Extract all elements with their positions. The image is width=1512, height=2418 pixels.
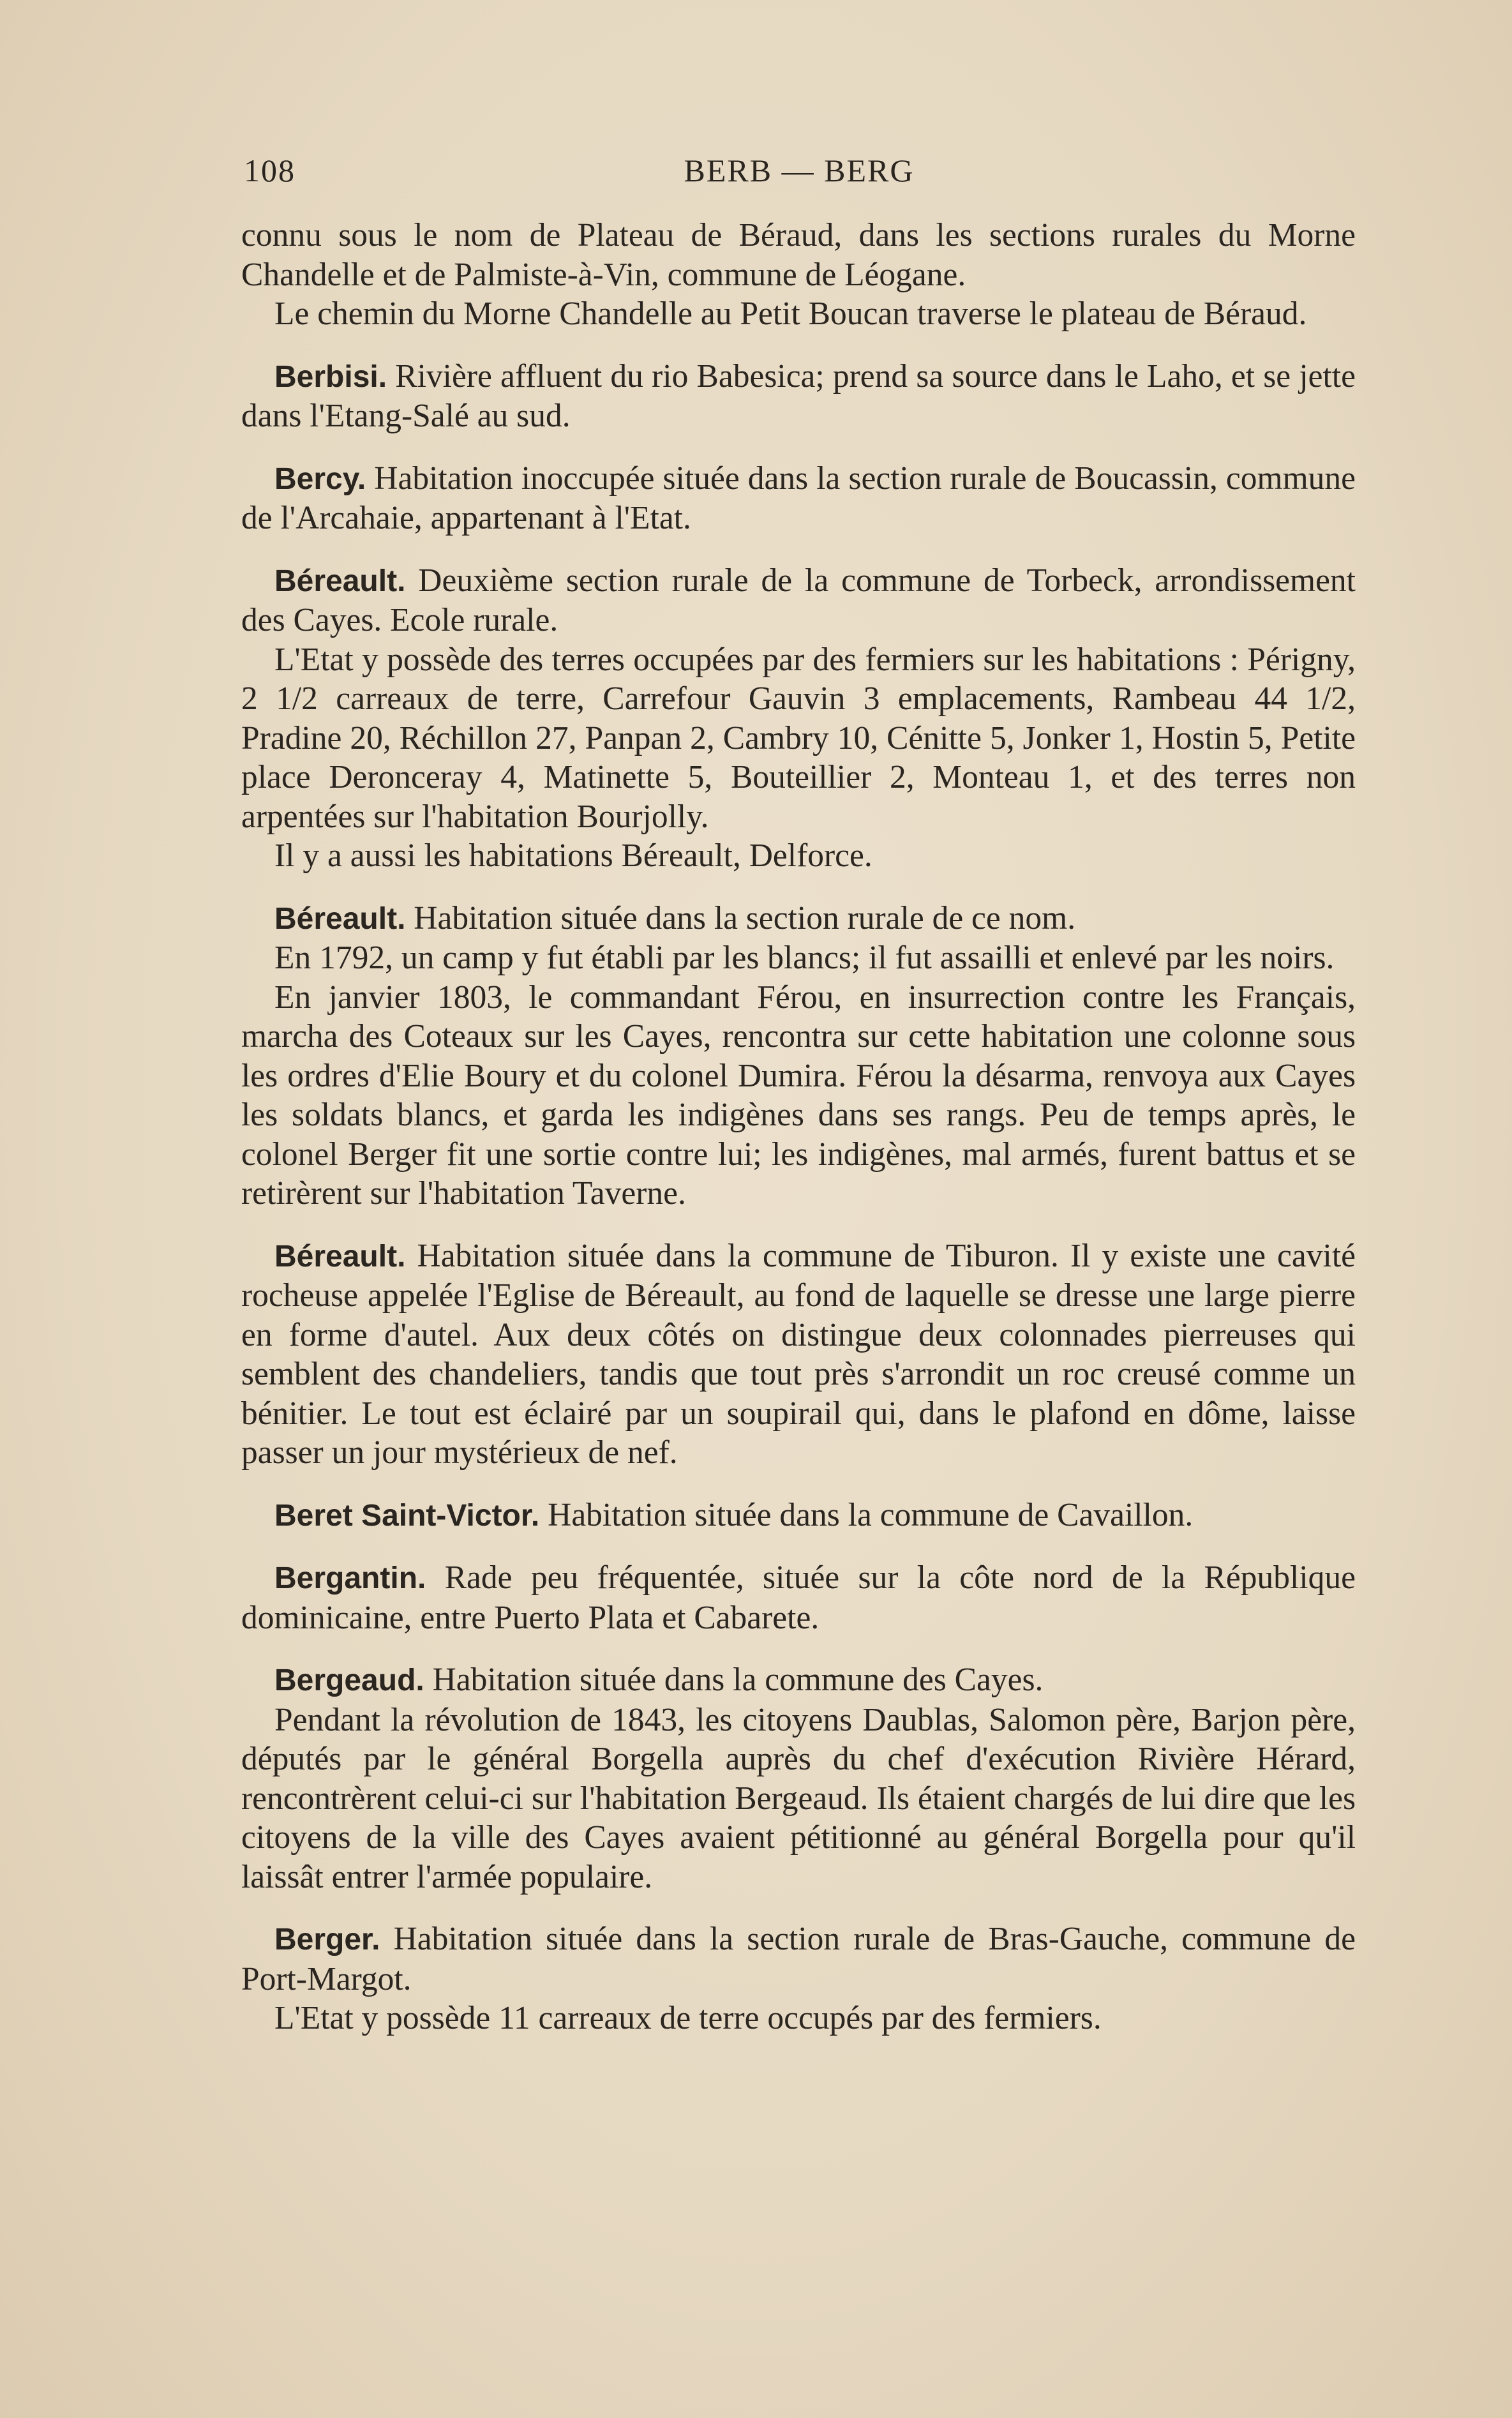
paragraph: En 1792, un camp y fut établi par les blancs; il fut assailli et enlevé par les noirs. <box>274 940 1335 976</box>
entry-berbisi: Berbisi. Rivière affluent du rio Babesica; prend sa source dans le Laho, et se jette dans l'Etang-Salé au sud. <box>241 357 1356 434</box>
headword: Bergantin. <box>274 1561 426 1595</box>
paragraph: L'Etat y possède 11 carreaux de terre occupés par des fermiers. <box>274 2000 1102 2036</box>
entry-bergeaud: Bergeaud. Habitation située dans la commune des Cayes. <box>274 1662 1044 1698</box>
entry-beret-saint-victor: Beret Saint-Victor. Habitation située dans la commune de Cavaillon. <box>274 1496 1194 1533</box>
entry-bereault-tiburon: Béreault. Habitation située dans la commune de Tiburon. Il y existe une cavité rocheuse appelée l'Eglise de Béreault, au fond de laquelle se dresse une large pierre en forme d'autel. Aux deux côtés on distingue deux colonnades pierreuses qui semblent des chandeliers, tandis que tout près s'arrondit un roc creusé comme un bénitier. Le tout est éclairé par un soupirail qui, dans le plafond en dôme, laisse passer un jour mystérieux de nef. <box>241 1237 1356 1471</box>
paragraph: Il y a aussi les habitations Béreault, Delforce. <box>274 837 872 874</box>
page-header <box>244 152 1354 203</box>
paragraph: En janvier 1803, le commandant Férou, en insurrection contre les Français, marcha des Coteaux sur les Cayes, rencontra sur cette habitation une colonne sous les ordres d'Elie Boury et du colonel Dumira. Férou la désarma, renvoya aux Cayes les soldats blancs, et garda les indigènes dans ses rangs. Peu de temps après, le colonel Berger fit une sortie contre lui; les indigènes, mal armés, furent battus et se retirèrent sur l'habitation Taverne. <box>241 979 1356 1212</box>
headword: Bergeaud. <box>274 1663 424 1697</box>
paragraph: Le chemin du Morne Chandelle au Petit Boucan traverse le plateau de Béraud. <box>274 296 1307 332</box>
paragraph: Pendant la révolution de 1843, les citoyens Daublas, Salomon père, Barjon père, députés par le général Borgella auprès du chef d'exécution Rivière Hérard, rencontrèrent celui-ci sur l'habitation Bergeaud. Ils étaient chargés de lui dire que les citoyens de la ville des Cayes avaient pétitionné au général Borgella pour qu'il laissât entrer l'armée populaire. <box>241 1701 1356 1895</box>
headword: Béreault. <box>274 564 406 598</box>
paragraph: connu sous le nom de Plateau de Béraud, dans les sections rurales du Morne Chandelle et de Palmiste-à-Vin, commune de Léogane. <box>241 217 1356 293</box>
headword: Berbisi. <box>274 359 387 394</box>
entry-bereault-habitation: Béreault. Habitation située dans la section rurale de ce nom. <box>274 899 1076 936</box>
entry-berger: Berger. Habitation située dans la section rurale de Bras-Gauche, commune de Port-Margot. <box>241 1921 1356 1997</box>
entry-bergantin: Bergantin. Rade peu fréquentée, située sur la côte nord de la République dominicaine, entre Puerto Plata et Cabarete. <box>241 1559 1356 1636</box>
headword: Berger. <box>274 1923 380 1956</box>
running-title: BERB — BERG <box>684 153 915 188</box>
headword: Béreault. <box>274 1239 406 1273</box>
entry-bercy: Bercy. Habitation inoccupée située dans la section rurale de Boucassin, commune de l'Arcahaie, appartenant à l'Etat. <box>241 460 1356 536</box>
entry-bereault-section: Béreault. Deuxième section rurale de la commune de Torbeck, arrondissement des Cayes. Ecole rurale. <box>241 562 1356 638</box>
headword: Bercy. <box>274 462 366 496</box>
page-body <box>241 216 1356 2038</box>
headword: Beret Saint-Victor. <box>274 1498 540 1533</box>
page-number: 108 <box>244 153 296 188</box>
headword: Béreault. <box>274 901 406 936</box>
paragraph: L'Etat y possède des terres occupées par des fermiers sur les habitations : Périgny, 2 1/2 carreaux de terre, Carrefour Gauvin 3 emplacements, Rambeau 44 1/2, Pradine 20, Réchillon 27, Panpan 2, Cambry 10, Cénitte 5, Jonker 1, Hostin 5, Petite place Deronceray 4, Matinette 5, Bouteillier 2, Monteau 1, et des terres non arpentées sur l'habitation Bourjolly. <box>241 641 1356 835</box>
